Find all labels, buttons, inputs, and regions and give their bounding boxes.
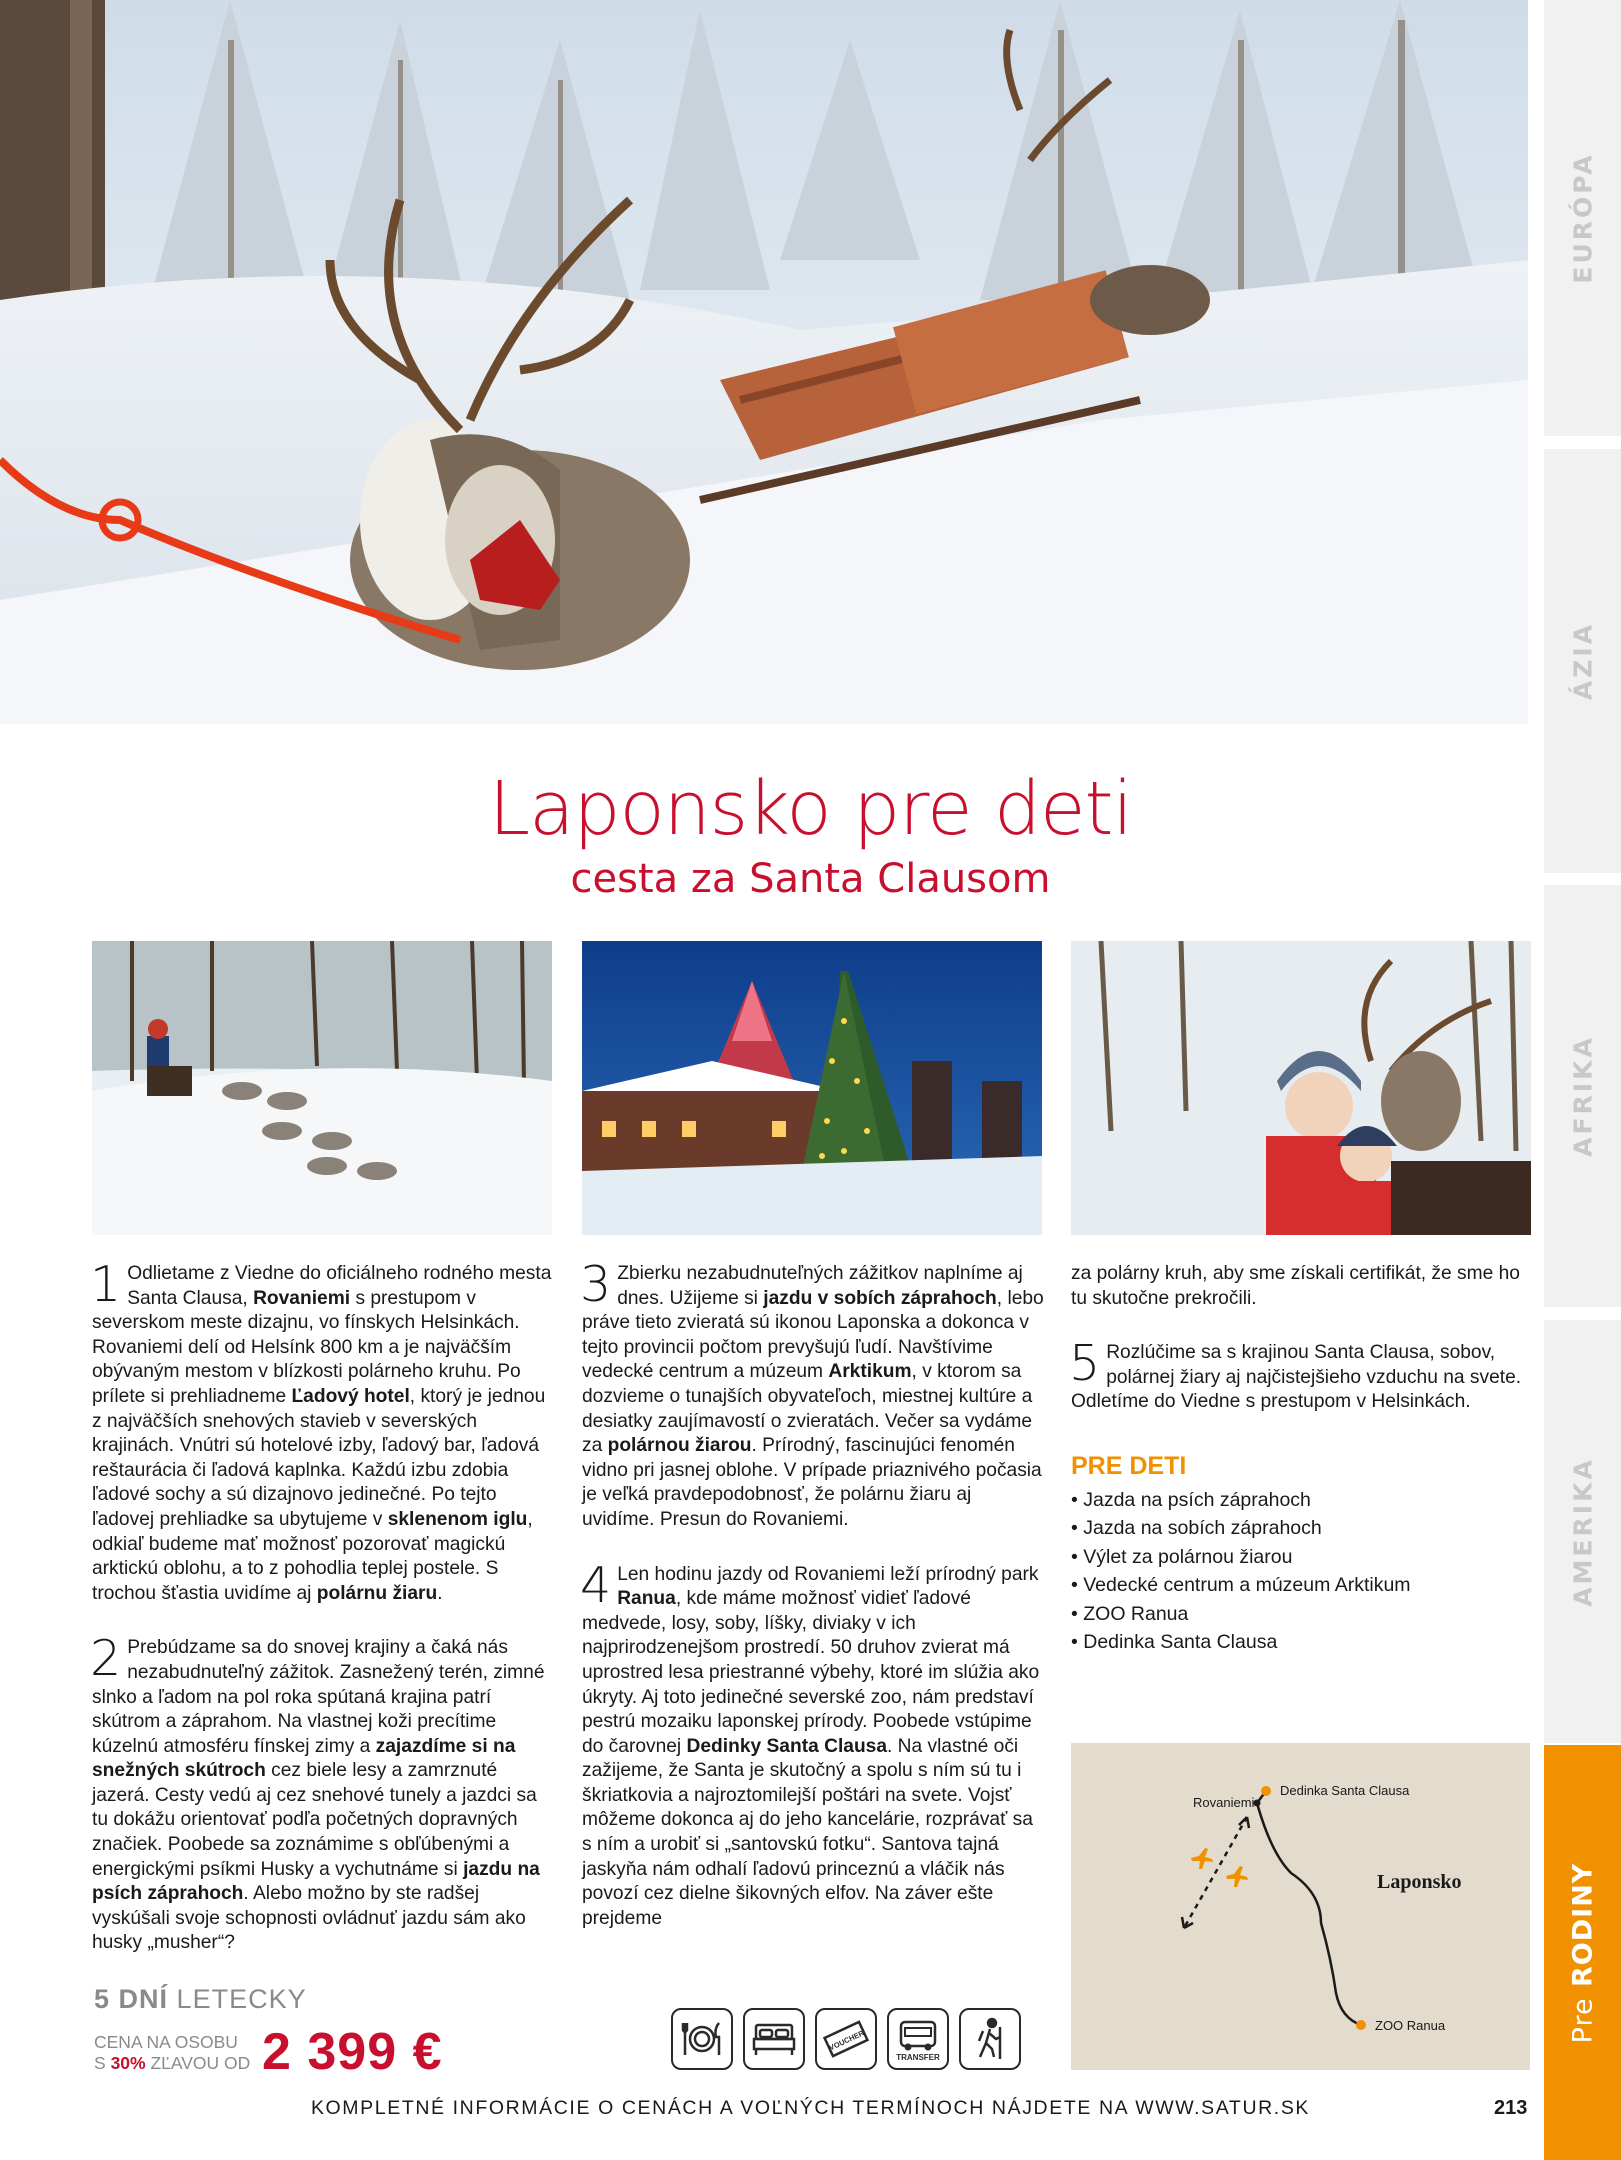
trip-duration: 5 DNÍ LETECKY [94,1984,307,2014]
route-map [1071,1743,1530,2070]
map-label-zoo: ZOO Ranua [1375,2018,1446,2033]
map-point-rovaniemi [1254,1800,1261,1807]
svg-text:TRANSFER: TRANSFER [896,2053,940,2062]
map-label-country: Laponsko [1377,1871,1462,1893]
photo-santa-village-night [582,941,1042,1235]
list-item: • ZOO Ranua [1071,1602,1189,1625]
svg-text:VOUCHER: VOUCHER [827,2028,866,2053]
voucher-icon [815,2008,877,2070]
list-item: • Jazda na sobích záprahoch [1071,1517,1322,1540]
paragraph-day-1: 1 Odlietame z Viedne do oficiálneho rodného mesta Santa Clausa, Rovaniemi s prestupom v severskom meste dizajnu, vo fínskych Helsinkách. Rovaniemi delí od Helsínk 800 km a je najväčším obývaným mestom v blízkosti polárneho kruhu. Po prílete si prehliadneme Ľadový hotel, ktorý je jednou z najväčších snehových stavieb v severských krajinách. Vnútri sú hotelové izby, ľadový bar, ľadová reštaurácia či ľadová kaplnka. Každú izbu zdobia ľadové sochy a sú dizajnovo jedinečné. Po tejto ľadovej prehliadke sa ubytujeme v sklenenom iglu, odkiaľ budeme mať možnosť pozorovať magickú arktickú oblohu, a to z pohodlia teplej postele. S trochou šťastia uvidíme aj polárnu žiaru. [90,1256,552,1604]
tab-amerika[interactable] [1544,1320,1621,1743]
list-item: • Vedecké centrum a múzeum Arktikum [1071,1574,1411,1597]
map-label-rovaniemi: Rovaniemi [1193,1795,1255,1810]
page-subtitle: cesta za Santa Clausom [570,856,1051,902]
service-icons [671,2008,1021,2070]
hiking-icon [959,2008,1021,2070]
paragraph-day-4: 4 Len hodinu jazdy od Rovaniemi leží prírodný park Ranua, kde máme možnosť vidieť ľadové medvede, losy, soby, líšky, diviaky v ich najprirodzenejšom prostredí. 50 druhov zvierat má uprostred lesa priestranné výbehy, ktoré im slúžia ako úkryty. Aj toto jedinečné severské zoo, nám predstaví pestrú mozaiku laponskej prírody. Poobede vstúpime do čarovnej Dedinky Santa Clausa. Na vlastné oči zažijeme, že Santa je skutočný a spolu s ním sú tu i škriatkovia a najroztomilejší poštári na svete. Vojsť môžeme dokonca aj do jeho kancelárie, rozprávať sa s ním a urobiť si „santovskú fotku“. Santova tajná jaskyňa nám odhalí ľadovú princeznú a vláčik nás povozí cez dielne šikovných elfov. Na záver ešte prejdeme [580,1556,1040,1929]
map-point-zoo [1356,2020,1366,2030]
tab-amerika-label: AMERIKA [1568,1456,1597,1607]
food-icon [671,2008,733,2070]
tab-afrika[interactable] [1544,885,1621,1307]
list-item: • Výlet za polárnou žiarou [1071,1545,1293,1568]
map-label-dedinka: Dedinka Santa Clausa [1280,1783,1410,1798]
bed-icon [743,2008,805,2070]
text-column-3 [1071,1262,1533,1445]
list-item: • Dedinka Santa Clausa [1071,1631,1278,1654]
page-number: 213 [1494,2097,1528,2119]
text-column-2 [580,1256,1044,1961]
bus-transfer-icon [887,2008,949,2070]
airplane-icon [1191,1848,1248,1887]
tab-pre-rodiny-label: Pre RODINY [1567,1862,1598,2043]
text-column-1 [90,1256,554,1986]
photo-family-reindeer-ride [1071,941,1531,1235]
page-title: Laponsko pre deti [488,766,1133,852]
photo-husky-sledding [92,941,552,1235]
price-caption [94,2032,250,2074]
hero-photo-reindeer-sleigh [0,0,1528,724]
paragraph-day-5: 5 Rozlúčime sa s krajinou Santa Clausa, sobov, polárnej žiary aj najčistejšieho vzduchu na svete. Odletíme do Viedne s prestupom v Helsinkách. [1069,1335,1522,1413]
route-line [1257,1803,1361,2025]
price-caption-line2: S 30% ZĽAVOU OD [94,2053,251,2073]
pre-deti-heading: PRE DETI [1071,1452,1187,1480]
tab-europa[interactable] [1544,0,1621,436]
list-item: • Jazda na psích záprahoch [1071,1489,1311,1511]
paragraph-day-2: 2 Prebúdzame sa do snovej krajiny a čaká nás nezabudnuteľný zážitok. Zasnežený terén, zimné slnko a ľadom na pol roka spútaná krajina patrí skútrom a záprahom. Na vlastnej koži precítime kúzelnú atmosféru fínskej zimy a zajazdíme si na snežných skútroch cez biele lesy a zamrznuté jazerá. Cesty vedú aj cez snehové tunely a jazdci sa tu dokážu orientovať podľa početných dopravných značiek. Poobede sa zoznámime s obľúbenými a energickými psíkmi Husky a vychutnáme si jazdu na psích záprahoch. Alebo možno by ste radšej vyskúšali svoje schopnosti ovládnuť jazdu sám ako husky „musher“? [90,1630,545,1954]
map-point-dedinka [1261,1786,1271,1796]
paragraph-day-4-continued: za polárny kruh, aby sme získali certifikát, že sme ho tu skutočne prekročili. [1071,1263,1520,1309]
pre-deti-list [1071,1486,1411,1656]
paragraph-day-3: 3 Zbierku nezabudnuteľných zážitkov naplníme aj dnes. Užijeme si jazdu v sobích záprahoch, lebo práve tieto zvieratá sú ikonou Laponska a dokonca v tejto provincii počtom prevyšujú ľudí. Navštívime vedecké centrum a múzeum Arktikum, v ktorom sa dozvieme o tunajších obyvateľoch, miestnej kultúre a desiatky zaujímavostí o zvieratách. Večer sa vydáme za polárnou žiarou. Prírodný, fascinujúci fenomén vidno pri jasnej oblohe. V prípade priaznivého počasia je veľká pravdepodobnosť, že polárnu žiaru aj uvidíme. Presun do Rovaniemi. [580,1256,1044,1530]
tab-afrika-label: AFRIKA [1568,1035,1597,1157]
price-amount: 2 399 € [262,2023,443,2081]
footer-info: KOMPLETNÉ INFORMÁCIE O CENÁCH A VOĽNÝCH TERMÍNOCH NÁJDETE NA WWW.SATUR.SK [310,2097,1311,2119]
tab-azia-label: ÁZIA [1568,621,1597,701]
tab-europa-label: EURÓPA [1568,152,1597,284]
price-caption-line1: CENA NA OSOBU [94,2032,238,2052]
